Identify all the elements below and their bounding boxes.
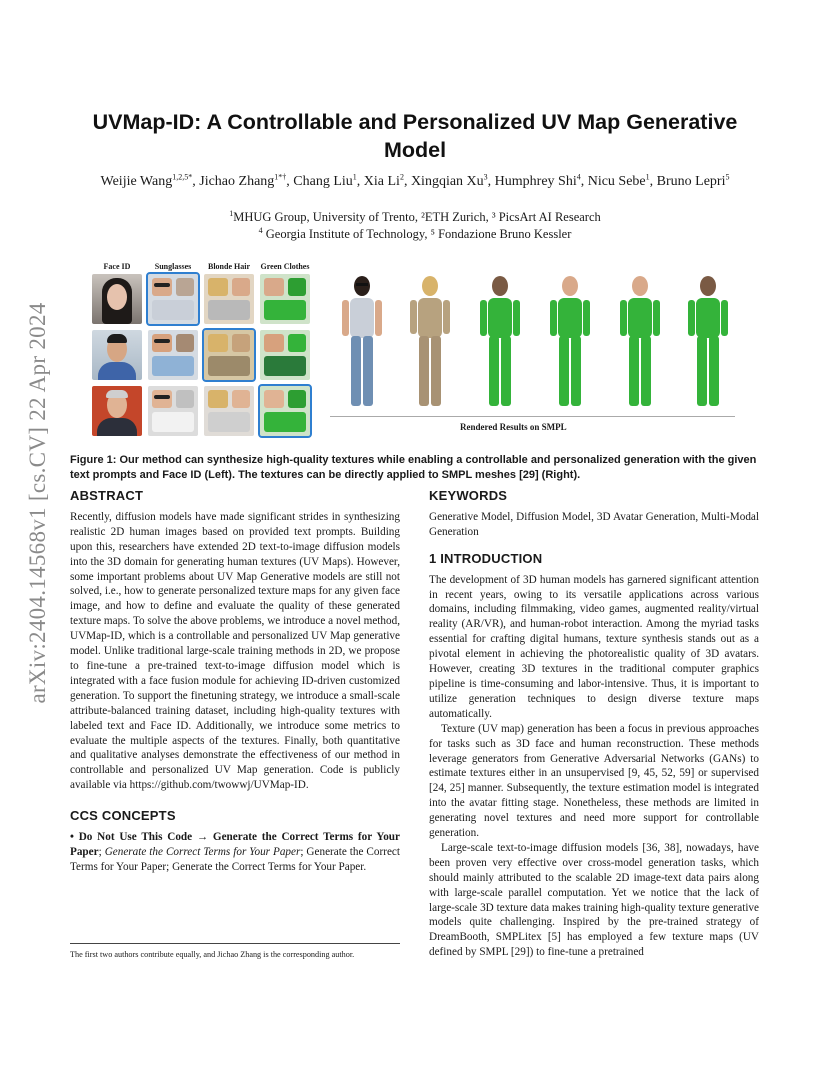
uv-texture-blonde-3: [204, 386, 254, 436]
render-figure-blonde: [400, 274, 460, 414]
render-figure-green-1: [470, 274, 530, 414]
render-figure-green-3: [610, 274, 670, 414]
abstract-heading: ABSTRACT: [70, 488, 144, 503]
author: Jichao Zhang$^{1*\dagger}$: [199, 172, 287, 189]
uv-texture-sunglasses-1: [148, 274, 198, 324]
affiliation-line-2: $^4$ Georgia Institute of Technology, ⁵ Fondazione Bruno Kessler: [258, 225, 572, 241]
uv-texture-blonde-2: [204, 330, 254, 380]
abstract-text: Recently, diffusion models have made significant strides in synthesizing realistic 2D human images based on provided text prompts. Building upon this, researchers have extended 2D text-to-image diffusion models into the 3D domain for generating human textures (UV Maps). However, some important problems about UV Map Generative models are still not solved, i.e., how to generate personalized texture maps for any given face image, and how to define and evaluate the quality of these generated texture maps. To solve the above problems, we introduce a novel method, UVMap-ID, which is a controllable and personalized UV Map generative model. Unlike traditional large-scale training methods in 2D, we propose to fine-tune a pre-trained text-to-image diffusion model which is integrated with a face fusion module for achieving ID-driven customized generation. To support the finetuning strategy, we introduce a small-scale attribute-balanced training dataset, including high-quality textures with labeled text and Face ID. Additionally, we introduce some metrics to evaluate the multiple aspects of the textures. Finally, both quantitative and qualitative analyses demonstrate the effectiveness of our method in controllable and personalized UV Map generation. Code is publicly available via https://github.com/twowwj/UVMap-ID.: [70, 510, 400, 792]
keywords-heading: KEYWORDS: [429, 488, 508, 503]
face-photo-3: [92, 386, 142, 436]
author: Chang Liu$^1$: [293, 172, 357, 189]
column-header-green-clothes: Green Clothes: [260, 262, 310, 271]
figure-caption: Figure 1: Our method can synthesize high-quality textures while enabling a controllable and personalized generation with the given text prompts and Face ID (Left). The textures can be directly applied to SMPL meshes [29] (Right).: [70, 454, 757, 481]
affiliation-line-1: $^1$MHUG Group, University of Trento, ²ETH Zurich, ³ PicsArt AI Research: [229, 208, 601, 224]
column-header-face-id: Face ID: [103, 262, 131, 271]
uv-texture-green-3: [260, 386, 310, 436]
face-photo-2: [92, 330, 142, 380]
render-divider: [330, 416, 735, 417]
uv-texture-sunglasses-2: [148, 330, 198, 380]
author: Xia Li$^2$: [363, 172, 404, 189]
footnote: The first two authors contribute equally, and Jichao Zhang is the corresponding author.: [70, 943, 400, 960]
author: Bruno Lepri$^5$: [656, 172, 730, 189]
introduction-heading: 1 INTRODUCTION: [429, 550, 543, 566]
uv-texture-green-1: [260, 274, 310, 324]
arxiv-identifier: [16, 275, 60, 730]
column-header-sunglasses: Sunglasses: [154, 262, 192, 271]
affiliations: [120, 209, 710, 243]
intro-paragraph-3: Large-scale text-to-image diffusion models [36, 38], nowadays, have been proven very effective over cross-model generation tasks, which should mainly attributed to the scalable 2D image-text data pairs along with large-scale parallel computation. Yet we notice that the lack of large-scale 3D texture data makes training high-quality texture generative models quite challenging. Inspired by the pre-trained strategy of DreamBooth, SMPLitex [5] has employed a few texture maps (UV defined by SMPL [29]) to fine-tune a pretrained: [429, 841, 759, 959]
intro-paragraph-1: The development of 3D human models has garnered significant attention in recent years, owing to its versatile applications across various domains, including filmmaking, video games, augmented reality/virtual reality (AR/VR), and human-robot interaction. Among the myriad tasks essential for crafting digital humans, texture synthesis stands out as a pivotal element in achieving the photorealistic quality of 3D avatars. However, creating 3D textures in the traditional computer graphics pipeline is time-consuming and labor-intensive. Thus, it is important to utilize generation techniques to design diverse texture maps automatically.: [429, 573, 759, 720]
keywords-text: Generative Model, Diffusion Model, 3D Avatar Generation, Multi-Modal Generation: [429, 510, 759, 538]
author: Nicu Sebe$^1$: [587, 172, 650, 189]
paper-title: UVMap-ID: A Controllable and Personalized UV Map Generative Model: [92, 110, 738, 162]
author-list: Weijie Wang$^{1,2,5*}$, Jichao Zhang$^{1*\dagger}$, Chang Liu$^1$, Xia Li$^2$, Xingqian Xu$^3$, Humphrey Shi$^4$, Nicu Sebe$^1$, Bruno Lepri$^5$: [100, 172, 730, 189]
right-column: [429, 489, 759, 960]
column-header-blonde-hair: Blonde Hair: [207, 262, 250, 271]
uv-texture-blonde-1: [204, 274, 254, 324]
intro-paragraph-2: Texture (UV map) generation has been a focus in previous approaches for tasks such as 3D face and human reconstruction. These methods leverage generators from Generative Adversarial Networks (GANs) to estimate textures either in an unsupervised [9, 45, 52, 59] or supervised [24, 25] manner. Subsequently, the texture estimation model is integrated into the avatar fitting stage. Nonetheless, these methods are limited in generating novel textures and need more support for controllable generation.: [429, 722, 759, 840]
author: Weijie Wang$^{1,2,5*}$: [100, 172, 193, 189]
uv-texture-sunglasses-3: [148, 386, 198, 436]
author: Humphrey Shi$^4$: [494, 172, 581, 189]
uv-texture-green-2: [260, 330, 310, 380]
render-figure-sunglasses: [332, 274, 392, 414]
left-column: [70, 489, 400, 875]
ccs-text: • Do Not Use This Code → Generate the Correct Terms for Your Paper; Generate the Correct Terms for Your Paper; Generate the Correct Terms for Your Paper; Generate the Correct Terms for Your Paper.: [70, 831, 400, 873]
render-caption: Rendered Results on SMPL: [460, 422, 567, 432]
face-photo-1: [92, 274, 142, 324]
figure-1: [70, 262, 760, 438]
render-figure-green-2: [540, 274, 600, 414]
render-figure-green-4: [678, 274, 738, 414]
ccs-heading: CCS CONCEPTS: [70, 808, 176, 824]
arxiv-id-text: arXiv:2404.14568v1 [cs.CV] 22 Apr 2024: [25, 301, 50, 704]
author: Xingqian Xu$^3$: [410, 172, 488, 189]
